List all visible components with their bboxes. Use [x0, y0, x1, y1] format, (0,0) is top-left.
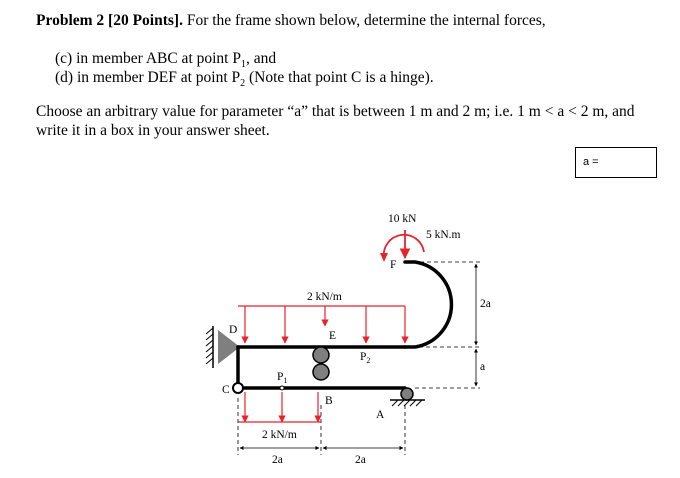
label-e: E [329, 330, 337, 342]
moment-label: 5 kN.m [426, 229, 461, 241]
item-c [55, 50, 276, 70]
problem-number: Problem 2 [20 Points]. [36, 12, 183, 29]
dimension-guides [238, 262, 480, 455]
dim-horizontal-left: 2a [272, 454, 283, 466]
top-distributed-load [238, 306, 405, 343]
label-f: F [390, 259, 397, 271]
label-p1: $P_1$ [277, 371, 288, 385]
problem-intro: For the frame shown below, determine the internal forces, [186, 12, 546, 29]
label-b: B [325, 395, 333, 407]
dim-horizontal-right: 2a [355, 454, 366, 466]
point-force-label: 10 kN [388, 213, 417, 225]
label-p2: $P_2$ [360, 351, 371, 365]
curved-member-f [405, 262, 451, 347]
point-p1-marker [280, 386, 284, 390]
hinge-c [233, 383, 243, 393]
frame-diagram [0, 195, 680, 478]
label-c: C [222, 384, 230, 396]
item-d-suffix: (Note that point C is a hinge). [245, 69, 434, 86]
answer-box[interactable] [575, 147, 657, 178]
top-load-label: 2 kN/m [307, 291, 342, 303]
moment-arrow [380, 235, 424, 262]
roller-support-a [390, 400, 425, 406]
pin-a [401, 388, 413, 400]
roller-discs [313, 347, 329, 380]
item-d [55, 69, 434, 89]
item-d-text: (d) in member DEF at point P [55, 69, 241, 86]
instruction-line-2: write it in a box in your answer sheet. [36, 122, 270, 139]
item-c-suffix: , and [245, 50, 277, 67]
answer-label: a = [583, 156, 599, 168]
item-d-sub: 2 [240, 78, 246, 90]
dim-vertical-lower: a [480, 361, 486, 373]
bottom-load-label: 2 kN/m [262, 429, 297, 441]
dim-vertical-upper: 2a [480, 298, 491, 310]
item-c-text: (c) in member ABC at point P [55, 50, 241, 67]
item-c-sub: 1 [240, 59, 246, 71]
problem-heading [36, 12, 546, 30]
bottom-distributed-load [238, 392, 321, 422]
instruction-line-1: Choose an arbitrary value for parameter “a” that is between 1 m and 2 m; i.e. 1 m < a < 2 m, and [36, 103, 635, 120]
label-a: A [376, 409, 385, 421]
label-d: D [229, 324, 238, 336]
frame-members [238, 262, 451, 388]
dimension-arrows [240, 264, 476, 448]
